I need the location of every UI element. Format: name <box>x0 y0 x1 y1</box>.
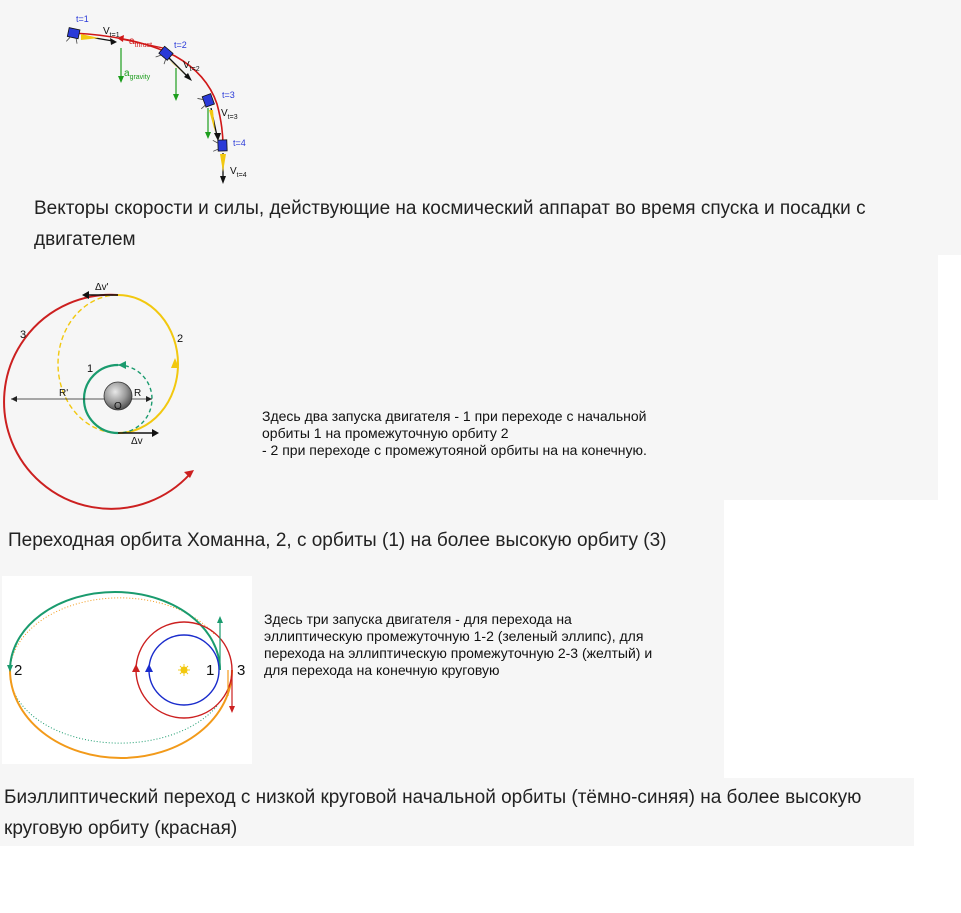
label-velocity-2: $V_{t=2}$ <box>183 60 200 73</box>
label-velocity-1: $V_{t=1}$ <box>103 26 120 39</box>
caption-bielliptic: Биэллиптический переход с низкой круговой начальной орбиты (тёмно-синяя) на более высокую круговую орбиту (красная) <box>4 787 862 839</box>
lander-icon-3 <box>197 94 214 109</box>
label-point-2: 2 <box>14 662 23 679</box>
label-r-prime: R' <box>59 388 69 399</box>
orbit-ghost-upper <box>10 598 214 670</box>
label-center: O <box>114 401 122 412</box>
label-a-gravity: $a_{gravity}$ <box>124 68 151 81</box>
label-delta-v: Δv <box>131 436 143 447</box>
note-hohmann-line-1: Здесь два запуска двигателя - 1 при переходе с начальной <box>262 408 647 424</box>
caption-hohmann: Переходная орбита Хоманна, 2, с орбиты (1) на более высокую орбиту (3) <box>8 530 667 551</box>
note-bielliptic-line-3: перехода на эллиптическую промежуточную 2-3 (желтый) и <box>264 645 653 661</box>
note-hohmann <box>262 408 722 459</box>
bielliptic-diagram <box>2 576 252 764</box>
label-orbit-1: 1 <box>87 363 94 375</box>
note-bielliptic <box>264 611 719 679</box>
label-r: R <box>134 388 142 399</box>
landing-diagram <box>55 8 275 186</box>
label-t1: t=1 <box>76 14 89 24</box>
note-hohmann-line-2: орбиты 1 на промежуточную орбиту 2 <box>262 425 509 441</box>
label-t3: t=3 <box>222 90 235 100</box>
note-bielliptic-line-2: эллиптическую промежуточную 1-2 (зеленый эллипс), для <box>264 628 644 644</box>
label-delta-v-prime: Δv' <box>95 282 109 293</box>
flame-4 <box>220 154 226 172</box>
label-point-3: 3 <box>237 662 246 679</box>
lander-icon-4 <box>213 140 227 151</box>
lander-icon-1 <box>66 28 80 44</box>
note-bielliptic-line-4: для перехода на конечную круговую <box>264 662 500 678</box>
label-t4: t=4 <box>233 138 246 148</box>
label-velocity-4: $V_{t=4}$ <box>230 166 247 179</box>
label-point-1: 1 <box>206 662 215 679</box>
orbit-transfer-2-3 <box>10 670 232 758</box>
label-orbit-2: 2 <box>177 333 184 345</box>
label-a-thrust: $a_{thrust}$ <box>129 36 153 49</box>
hohmann-diagram <box>0 276 240 510</box>
note-bielliptic-line-1: Здесь три запуска двигателя - для перехода на <box>264 611 572 627</box>
label-t2: t=2 <box>174 40 187 50</box>
orbit-transfer-1-2 <box>10 592 220 670</box>
caption-landing: Векторы скорости и силы, действующие на космический аппарат во время спуска и посадки с двигателем <box>34 198 866 250</box>
orbit-2-transfer <box>118 295 178 433</box>
orbit-3-final <box>4 295 190 509</box>
descent-trajectory <box>73 33 223 146</box>
label-orbit-3: 3 <box>20 329 27 341</box>
label-velocity-3: $V_{t=3}$ <box>221 108 238 121</box>
note-hohmann-line-3: - 2 при переходе с промежутояной орбиты на на конечную. <box>262 442 647 458</box>
